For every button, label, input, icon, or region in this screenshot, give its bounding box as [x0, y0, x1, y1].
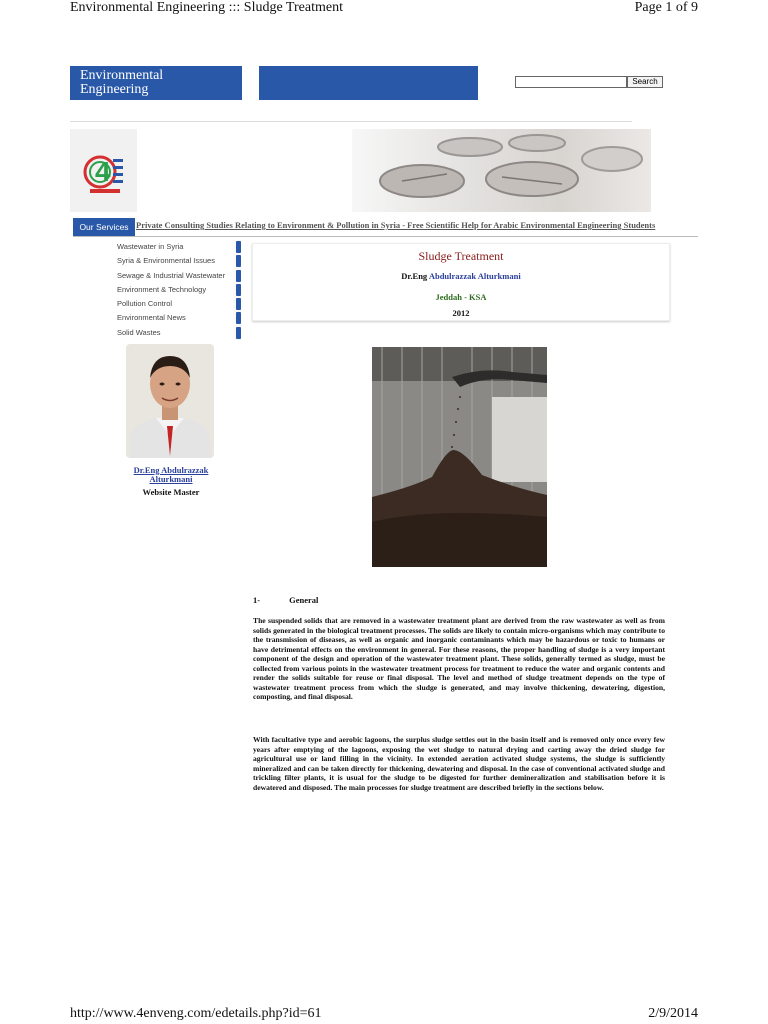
article-location: Jeddah - KSA: [435, 292, 487, 302]
sidebar-item-solid-wastes[interactable]: Solid Wastes: [113, 326, 241, 340]
logo-line1: Environmental: [80, 68, 164, 83]
sidebar-item-sewage-industrial-wastewater[interactable]: Sewage & Industrial Wastewater: [113, 269, 241, 283]
article-paragraph-1: The suspended solids that are removed in a wastewater treatment plant are derived from the raw wastewater as well as from solids generated in the biological treatment processes. The solids are likely to contain micro-organisms which may contribute to the transmission of diseases, as well as organic and inorganic contaminants which may be hazardous or toxic to humans or have detrimental effects on the environment in general. For these reasons, the proper handling of sludge is a very important component of the design and operation of the wastewater treatment plant. These solids, generally termed as sludge, must be collected from various points in the wastewater treatment process for treatment to reduce the water and organic contents and render the solids suitable for reuse or final disposal. The level and method of sludge treatment depends on the type of wastewater treatment process from which the sludge is generated, and may involve thickening, dewatering, digestion, composting, and final disposal.: [253, 616, 665, 701]
print-header-title: Environmental Engineering ::: Sludge Treatment: [70, 0, 343, 15]
article-year: 2012: [452, 308, 470, 318]
sludge-pile-photo: [372, 347, 547, 567]
banner-treatment-plant-image: [352, 129, 651, 212]
article-header-card: [252, 243, 670, 321]
author-name-link[interactable]: Dr.Eng Abdulrazzak Alturkmani: [133, 465, 209, 484]
sidebar-item-wastewater-in-syria[interactable]: Wastewater in Syria: [113, 240, 241, 254]
article-title: Sludge Treatment: [418, 249, 504, 263]
article-author-prefix: Dr.Eng: [401, 271, 428, 281]
author-photo: [126, 344, 214, 458]
4e-logo: [70, 129, 137, 212]
our-services-tab[interactable]: Our Services: [73, 218, 135, 236]
svg-text:4: 4: [95, 156, 111, 187]
author-role: Website Master: [142, 487, 200, 497]
divider: [70, 121, 632, 122]
services-sidebar: [113, 240, 241, 340]
sidebar-item-environment-technology[interactable]: Environment & Technology: [113, 283, 241, 297]
print-footer-url: http://www.4enveng.com/edetails.php?id=61: [70, 1006, 322, 1021]
news-ticker[interactable]: Private Consulting Studies Relating to Environment & Pollution in Syria - Free Scientific Help for Arabic Environmental Engineering Students: [136, 220, 656, 230]
print-footer-date: 2/9/2014: [648, 1006, 698, 1021]
print-header: [70, 0, 698, 18]
search-input[interactable]: [515, 76, 627, 88]
article-author-name: Abdulrazzak Alturkmani: [428, 271, 521, 281]
logo-line2: Engineering: [80, 82, 149, 97]
header-bar: [259, 66, 478, 100]
article-paragraph-2: With facultative type and aerobic lagoons, the surplus sludge settles out in the basin itself and is removed only once every few years after emptying of the lagoons, exposing the wet sludge to natural drying and carting away the dried sludge for agricultural use or land filling in the vicinity. In extended aeration activated sludge systems, the sludge is sufficiently mineralized and can be taken directly for thickening, dewatering and disposal. In the case of conventional activated sludge and trickling filter plants, it is usual for the sludge to be digested for further demineralization and stabilisation before it is dewatered and disposed. The main processes for sludge treatment are described briefly in the sections below.: [253, 735, 665, 792]
section-heading: [253, 595, 318, 605]
sidebar-item-syria-environmental-issues[interactable]: Syria & Environmental Issues: [113, 254, 241, 268]
search-button[interactable]: Search: [627, 76, 663, 88]
ticker-divider: [73, 236, 698, 237]
section-title: General: [289, 595, 319, 605]
section-number: 1-: [253, 595, 261, 605]
print-header-page: Page 1 of 9: [634, 0, 698, 15]
sidebar-item-environmental-news[interactable]: Environmental News: [113, 311, 241, 325]
article-author-line: [253, 271, 669, 281]
site-logo[interactable]: [70, 66, 242, 100]
print-footer: [70, 1006, 698, 1024]
sidebar-item-pollution-control[interactable]: Pollution Control: [113, 297, 241, 311]
